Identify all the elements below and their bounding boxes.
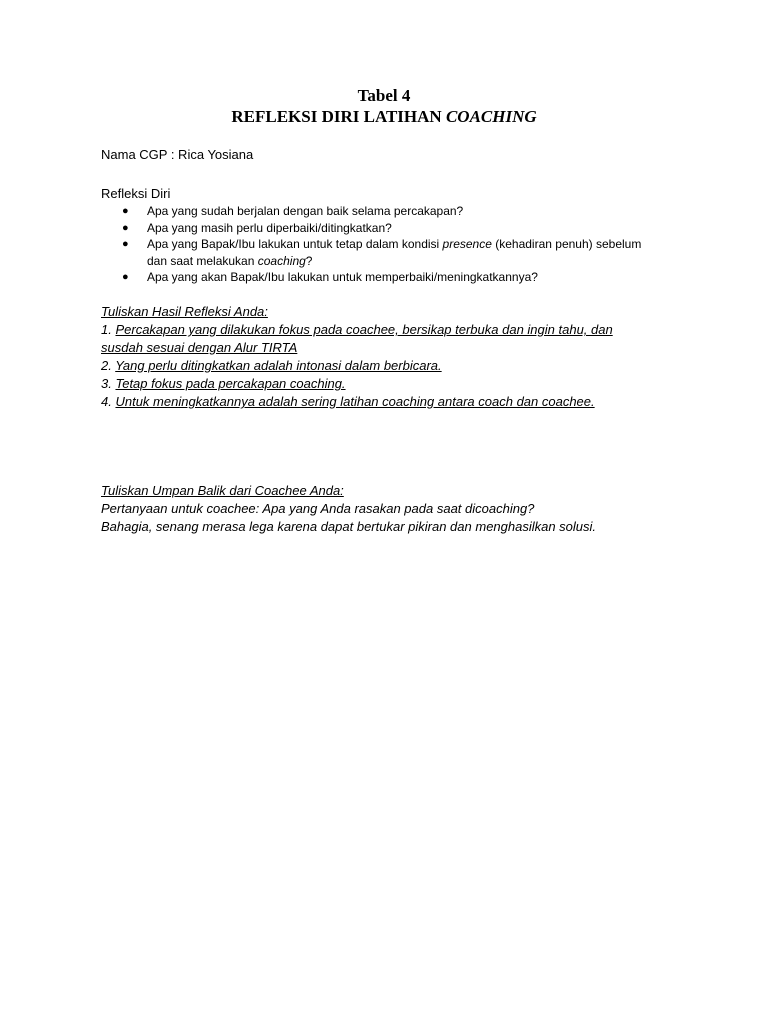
feedback-question: Pertanyaan untuk coachee: Apa yang Anda rasakan pada saat dicoaching? bbox=[101, 501, 535, 516]
reflection-questions bbox=[101, 203, 661, 286]
results-heading: Tuliskan Hasil Refleksi Anda: bbox=[101, 304, 268, 319]
reflection-question: ● Apa yang Bapak/Ibu lakukan untuk tetap dalam kondisi presence (kehadiran penuh) sebelum dan saat melakukan coaching? bbox=[122, 237, 642, 268]
result-item-continued: susdah sesuai dengan Alur TIRTA bbox=[101, 340, 298, 355]
document-title-main: REFLEKSI DIRI LATIHAN bbox=[231, 107, 446, 126]
coachee-feedback bbox=[101, 482, 701, 536]
reflection-question: ● Apa yang akan Bapak/Ibu lakukan untuk memperbaiki/meningkatkannya? bbox=[122, 270, 538, 284]
result-item: 4. Untuk meningkatkannya adalah sering latihan coaching antara coach dan coachee. bbox=[101, 394, 595, 409]
result-item: 1. Percakapan yang dilakukan fokus pada coachee, bersikap terbuka dan ingin tahu, dan bbox=[101, 322, 613, 337]
reflection-results bbox=[101, 303, 681, 411]
participant-name: Nama CGP : Rica Yosiana bbox=[101, 147, 254, 162]
bullet-icon: ● bbox=[122, 238, 129, 250]
feedback-heading: Tuliskan Umpan Balik dari Coachee Anda: bbox=[101, 483, 344, 498]
feedback-answer: Bahagia, senang merasa lega karena dapat bertukar pikiran dan menghasilkan solusi. bbox=[101, 519, 597, 534]
table-title: Tabel 4 bbox=[357, 86, 411, 105]
reflection-question: ● Apa yang masih perlu diperbaiki/ditingkatkan? bbox=[122, 220, 392, 235]
result-item: 3. Tetap fokus pada percakapan coaching. bbox=[101, 376, 346, 391]
bullet-icon: ● bbox=[122, 221, 129, 234]
bullet-icon: ● bbox=[122, 205, 129, 217]
document-title bbox=[0, 107, 768, 127]
reflection-question: ● Apa yang sudah berjalan dengan baik selama percakapan? bbox=[122, 204, 464, 218]
reflection-label: Refleksi Diri bbox=[101, 186, 171, 201]
document-title-italic: COACHING bbox=[445, 107, 537, 126]
bullet-icon: ● bbox=[122, 271, 129, 283]
result-item: 2. Yang perlu ditingkatkan adalah intonasi dalam berbicara. bbox=[101, 358, 442, 373]
